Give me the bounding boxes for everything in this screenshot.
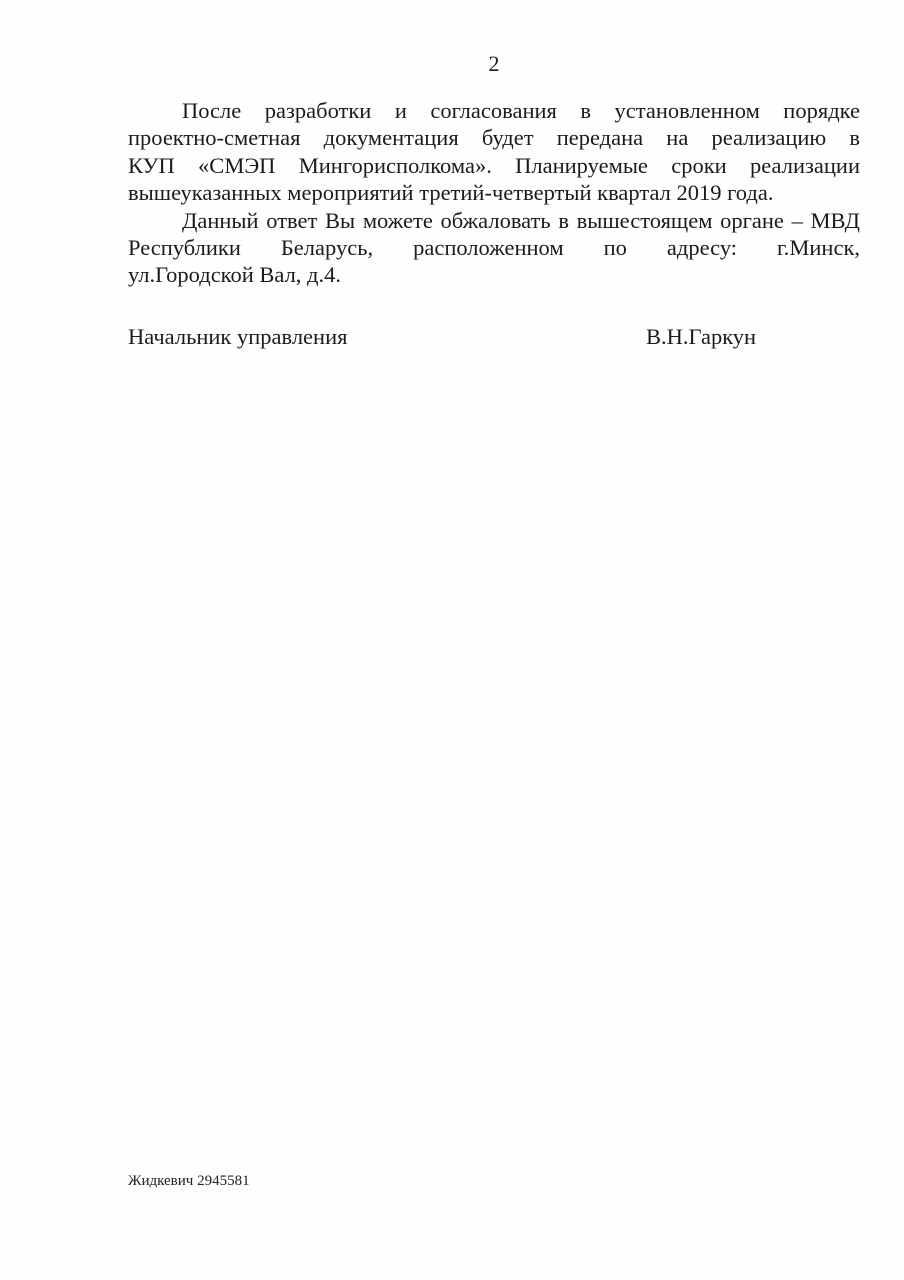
signature-position-title: Начальник управления: [128, 323, 348, 349]
page-content: [128, 50, 860, 351]
paragraph-line: После разработки и согласования в установленном порядке: [182, 98, 860, 123]
paragraph-line: проектно-сметная документация будет передана на реализацию в: [128, 125, 860, 151]
paragraph-line: Республики Беларусь, расположенном по адресу: г.Минск,: [128, 235, 860, 261]
executor-note: Жидкевич 2945581: [128, 1173, 250, 1189]
signature-block: [128, 323, 860, 351]
page-number: 2: [488, 51, 500, 76]
paragraph-line: ул.Городской Вал, д.4.: [128, 262, 342, 288]
signature-name: В.Н.Гаркун: [646, 323, 757, 349]
paragraph-implementation: [128, 97, 860, 207]
paragraph-appeal: [128, 207, 860, 289]
paragraph-line: вышеуказанных мероприятий третий-четвертый квартал 2019 года.: [128, 180, 774, 206]
paragraph-line: Данный ответ Вы можете обжаловать в вышестоящем органе – МВД: [182, 207, 860, 233]
paragraph-line: КУП «СМЭП Мингорисполкома». Планируемые сроки реализации: [128, 152, 860, 178]
